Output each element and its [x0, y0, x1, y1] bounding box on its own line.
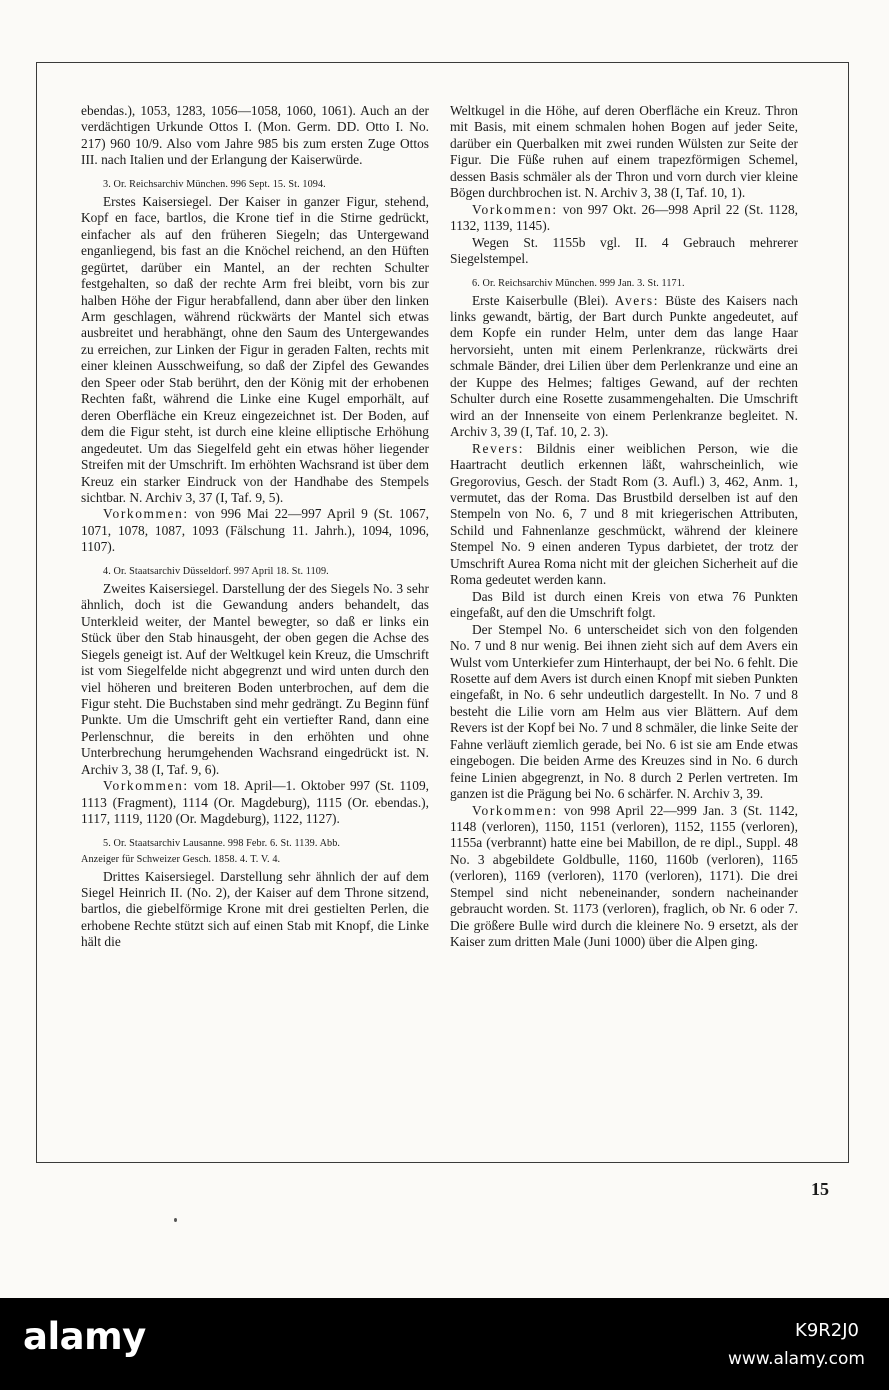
occurrence-text: von 997 Okt. 26—998 April 22 (St. 1128, 1132, 1139, 1145). [450, 201, 798, 234]
entry-3-occurrence [81, 506, 429, 555]
occurrence-label: Vorkommen: [103, 778, 189, 794]
entry-5-heading: 5. Or. Staatsarchiv Lausanne. 998 Febr. 6. St. 1139. Abb. [103, 837, 341, 849]
occurrence-text: von 996 Mai 22—997 April 9 (St. 1067, 1071, 1078, 1087, 1093 (Fälschung 11. Jahrh.), 1094, 1096, 1107). [81, 506, 429, 555]
entry-5-description: Drittes Kaisersiegel. Darstellung sehr ähnlich der auf dem Siegel Heinrich II. (No. 2), der Kaiser auf dem Throne sitzend, bartlos, die giebelförmige Krone mit drei gestielten Perlen, die erhobene Rechte stützt sich auf einen Stab mit Knopf, die Linke hält die [81, 868, 429, 950]
entry-6-stamp-comparison: Der Stempel No. 6 unterscheidet sich von den folgenden No. 7 und 8 nur wenig. Bei ihnen zieht sich auf dem Avers ein Wulst vom Unterkiefer zum Hinterhaupt, der bei No. 6 fehlt. Die Rosette auf dem Avers ist durch einen Knopf mit sieben Punkten eingefaßt, in No. 6 sehr undeutlich dargestellt. In No. 7 und 8 besteht die Lilie vorn am Helm aus vier Blättern. Auf dem Revers ist der Kopf bei No. 7 und 8 schmäler, die linke Seite der Fahne verläuft ziemlich gerade, bei No. 6 ist sie am Ende etwas eingebogen. Die beiden Arme des Kreuzes sind in No. 6 durch feine Linien abgegrenzt, in No. 8 durch 2 Perlen vertreten. Im ganzen ist die Prägung bei No. 6 schärfer. N. Archiv 3, 39. [450, 621, 798, 802]
entry-6-occurrence [450, 803, 798, 951]
ink-speck [174, 1218, 177, 1222]
entry-6-avers [450, 293, 798, 441]
right-column [450, 103, 798, 951]
avers-intro: Erste Kaiserbulle (Blei). [472, 292, 615, 308]
occurrence-text: von 998 April 22—999 Jan. 3 (St. 1142, 1148 (verloren), 1150, 1151 (verloren), 1152, 1155 (verloren), 1155a (verbrannt) hatte eine bei Mabillon, de re dipl., Suppl. 48 No. 3 abgebildete Goldbulle, 1160, 1160b (verloren), 1165 (verloren), 1169 (verloren), 1170 (verloren), 1171). Die drei Stempel sind nicht nebeneinander, sondern nacheinander gebraucht worden. St. 1173 (verloren), fraglich, ob Nr. 6 oder 7. Die größere Bulle wird durch die kleinere No. 9 ersetzt, als der Kaiser zum dritten Male (Juni 1000) über die Alpen ging. [450, 802, 798, 950]
entry-4-occurrence [81, 778, 429, 827]
avers-label: Avers: [614, 292, 660, 308]
left-column [81, 103, 429, 951]
alamy-logo: alamy [23, 1315, 146, 1358]
revers-label: Revers: [472, 440, 525, 456]
occurrence-label: Vorkommen: [103, 506, 189, 522]
watermark-url: www.alamy.com [727, 1349, 865, 1369]
occurrence-label: Vorkommen: [472, 201, 558, 217]
image-id: K9R2J0 [795, 1320, 859, 1341]
entry-6-revers [450, 441, 798, 589]
entry-6-image-border: Das Bild ist durch einen Kreis von etwa 76 Punkten eingefaßt, auf den die Umschrift folgt. [450, 588, 798, 621]
page-number: 15 [811, 1179, 829, 1199]
occurrence-label: Vorkommen: [472, 802, 558, 818]
entry-5-occurrence [450, 202, 798, 235]
avers-text: Büste des Kaisers nach links gewandt, bärtig, der Bart durch Punkte angedeutet, auf dem Kopfe ein runder Helm, unter dem das lange Haar hervorsieht, unten mit einem Perlenkranze, rückwärts drei schmale Bänder, drei Lilien über dem Perlenkranze und eine an der Kuppe des Helmes; faltiges Gewand, auf der rechten Schulter durch eine Rosette zusammengehalten. Die Umschrift wird an der Innenseite von einem Perlenkranze begleitet. N. Archiv 3, 39 (I, Taf. 10, 2. 3). [450, 292, 798, 440]
entry-3-description: Erstes Kaisersiegel. Der Kaiser in ganzer Figur, stehend, Kopf en face, bartlos, die Krone tief in die Stirne gedrückt, einfacher als auf den früheren Siegeln; das Untergewand enganliegend, bis fast an die Knöchel reichend, an den Hüften gegürtet, darüber ein Mantel, an der rechten Schulter festgehalten, so daß der rechte Arm frei bleibt, vorn bis zur halben Höhe der Figur herabfallend, dann aber über den linken Arm geschlagen, während rückwärts der Mantel sich etwas ausbreitet und herabhängt, ohne den Saum des Untergewandes zu erreichen, zur Linken der Figur in geraden Falten, rechts mit einer kleinen Ausschweifung, so daß der Zipfel des Gewandes den Speer oder Stab berührt, den der König mit der erhobenen Rechten faßt, während die Linke eine Kugel emporhält, auf deren Oberfläche ein Kreuz eingezeichnet ist. Der Boden, auf dem die Figur steht, ist durch eine kleine elliptische Erhöhung angedeutet. Um das Siegelfeld geht ein etwas höher liegender Streifen mit der Umschrift. Im erhöhten Wachsrand ist über dem Kreuz ein starker Eindruck von der Handhabe des Stempels sichtbar. N. Archiv 3, 37 (I, Taf. 9, 5). [81, 193, 429, 505]
entry-5-heading-source: Anzeiger für Schweizer Gesch. 1858. 4. T. V. 4. [81, 853, 281, 865]
entry-5-description-continued: Weltkugel in die Höhe, auf deren Oberfläche ein Kreuz. Thron mit Basis, mit einem schmalen hohen Bogen auf jeder Seite, darüber ein Querbalken mit zwei runden Wülsten zur Seite der Figur. Die Füße ruhen auf einem trapezförmigen Schemel, dessen Basis schmäler als der Thron und vorn durch vier kleine Bögen durchbrochen ist. N. Archiv 3, 38 (I, Taf. 10, 1). [450, 103, 798, 201]
entry-5-note: Wegen St. 1155b vgl. II. 4 Gebrauch mehrerer Siegelstempel. [450, 234, 798, 267]
entry-4-heading: 4. Or. Staatsarchiv Düsseldorf. 997 April 18. St. 1109. [103, 565, 329, 577]
intro-paragraph: ebendas.), 1053, 1283, 1056—1058, 1060, 1061). Auch an der verdächtigen Urkunde Ottos I. (Mon. Germ. DD. Otto I. No. 217) 960 10/9. Also vom Jahre 985 bis zum ersten Zuge Ottos III. nach Italien und der Erlangung der Kaiserwürde. [81, 103, 429, 168]
entry-3-heading: 3. Or. Reichsarchiv München. 996 Sept. 15. St. 1094. [103, 178, 326, 190]
entry-6-heading: 6. Or. Reichsarchiv München. 999 Jan. 3. St. 1171. [472, 277, 685, 289]
occurrence-text: vom 18. April—1. Oktober 997 (St. 1109, 1113 (Fragment), 1114 (Or. Magdeburg), 1115 (Or. ebendas.), 1117, 1119, 1120 (Or. Magdeburg), 1122, 1127). [81, 778, 429, 827]
revers-text: Bildnis einer weiblichen Person, wie die Haartracht deutlich erkennen läßt, wahrscheinlich, wie Gregorovius, Gesch. der Stadt Rom (3. Aufl.) 3, 462, Anm. 1, vermutet, das der Roma. Das Brustbild derselben ist auf den Stempeln von No. 6, 7 und 8 mit kriegerischen Attributen, Schild und Fahnenlanze geschmückt, während der kleinere Stempel No. 9 einen anderen Typus darbietet, der trotz der Umschrift Aurea Roma nicht mit der gleichen Sicherheit auf die Roma gedeutet werden kann. [450, 440, 798, 588]
entry-4-description: Zweites Kaisersiegel. Darstellung der des Siegels No. 3 sehr ähnlich, doch ist die Gewandung anders behandelt, das Unterkleid weiter, der Mantel bewegter, so daß er links ein Stück über den Stab hinausgeht, der oben gegen die Achse des Siegels geneigt ist. Auf der Weltkugel kein Kreuz, die Umschrift ist vom Siegelfelde nicht abgegrenzt und wird unten durch den viel höheren und breiteren Boden unterbrochen, auf dem die Figur steht. Die Buchstaben sind mehr gedrängt. Zu Beginn fünf Punkte. Um die Umschrift geht ein vertiefter Rand, dann eine Perlenschnur, die bereits in den erhöhten und ohne Unterbrechung herumgehenden Wachsrand eingedrückt ist. N. Archiv 3, 38 (I, Taf. 9, 6). [81, 580, 429, 777]
